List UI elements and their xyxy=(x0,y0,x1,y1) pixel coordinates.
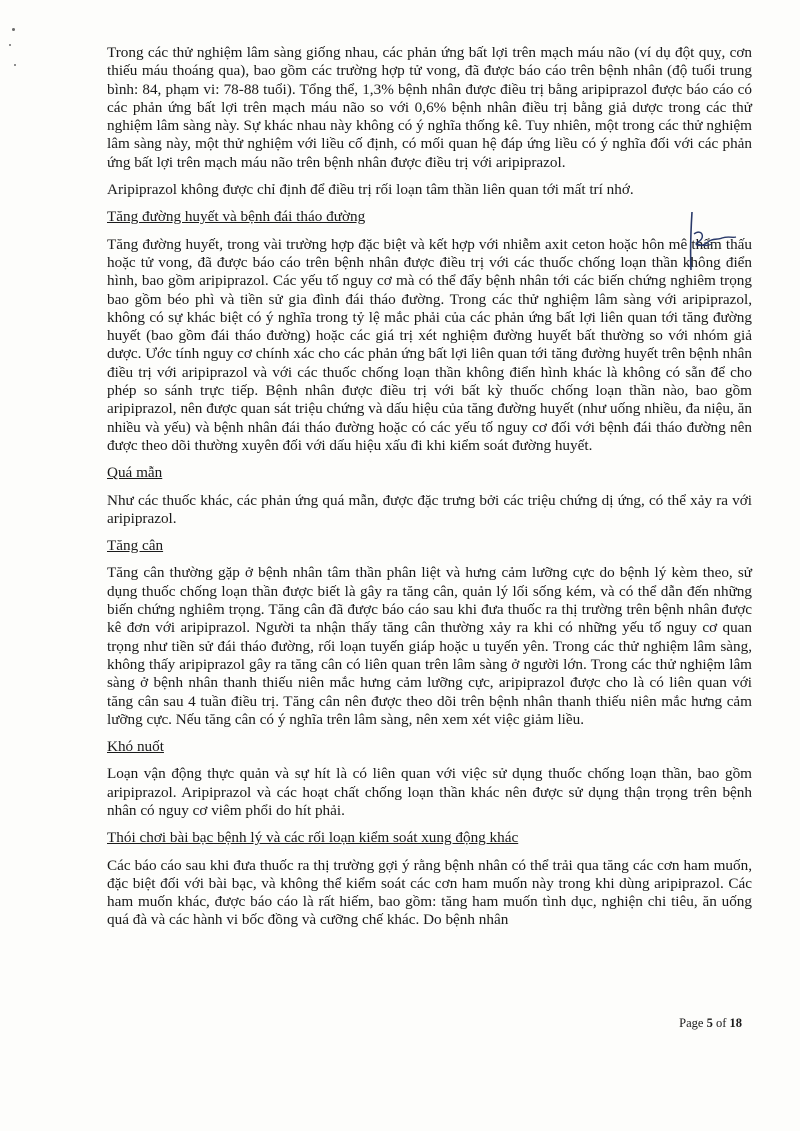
page-current: 5 xyxy=(706,1016,713,1030)
paragraph-hypersensitivity: Như các thuốc khác, các phản ứng quá mẫn, được đặc trưng bởi các triệu chứng dị ứng, có thể xảy ra với aripiprazol. xyxy=(107,491,752,527)
scan-speck xyxy=(12,28,15,31)
heading-hypersensitivity: Quá mẫn xyxy=(107,464,163,482)
page-total: 18 xyxy=(729,1016,742,1030)
heading-weight-gain: Tăng cân xyxy=(107,537,164,555)
paragraph-dysphagia: Loạn vận động thực quản và sự hít là có liên quan với việc sử dụng thuốc chống loạn thần, bao gồm aripiprazol. Aripiprazol và các hoạt chất chống loạn thần khác nên được sử dụng thận trọng trên bệnh nhân có nguy cơ viêm phổi do hít phải. xyxy=(107,765,752,819)
handwritten-signature xyxy=(678,208,738,274)
page-word: Page xyxy=(679,1016,704,1030)
heading-hyperglycaemia-diabetes: Tăng đường huyết và bệnh đái tháo đường xyxy=(107,208,366,226)
paragraph-pathological-gambling: Các báo cáo sau khi đưa thuốc ra thị trường gợi ý rằng bệnh nhân có thể trải qua tăng các cơn ham muốn, đặc biệt đối với bài bạc, và không thể kiểm soát các cơn ham muốn này trong khi dùng aripiprazol. Các ham muốn khác, được báo cáo là rất hiếm, bao gồm: tăng ham muốn tình dục, nghiện chi tiêu, ăn uống quá đà và các hành vi bốc đồng và cưỡng chế khác. Do bệnh nhân xyxy=(107,856,752,929)
paragraph-weight-gain: Tăng cân thường gặp ở bệnh nhân tâm thần phân liệt và hưng cảm lưỡng cực do bệnh lý kèm theo, sử dụng thuốc chống loạn thần được biết là gây ra tăng cân, quản lý lối sống kém, và có thể dẫn đến những biến chứng nghiêm trọng. Tăng cân đã được báo cáo sau khi đưa thuốc ra thị trường trên bệnh nhân được kê đơn với aripiprazol. Người ta nhận thấy tăng cân thường xảy ra khi có những yếu tố nguy cơ quan trọng như tiền sử đái tháo đường, rối loạn tuyến giáp hoặc u tuyến yên. Trong các thử nghiệm lâm sàng, không thấy aripiprazol gây ra tăng cân có liên quan trên lâm sàng ở người lớn. Trong các thử nghiệm lâm sàng ở bệnh nhân thanh thiếu niên mắc hưng cảm lưỡng cực, aripiprazol được cho là có liên quan với tăng cân sau 4 tuần điều trị. Tăng cân nên được theo dõi trên bệnh nhân thanh thiếu niên mắc hưng cảm lưỡng cực. Nếu tăng cân có ý nghĩa trên lâm sàng, nên xem xét việc giảm liều. xyxy=(107,564,752,728)
paragraph-cerebrovascular-events: Trong các thử nghiệm lâm sàng giống nhau, các phản ứng bất lợi trên mạch máu não (ví dụ đột quỵ, cơn thiếu máu thoáng qua), bao gồm các trường hợp tử vong, đã được báo cáo trên bệnh nhân (độ tuổi trung bình: 84, phạm vi: 78-88 tuổi). Tổng thể, 1,3% bệnh nhân được điều trị bằng aripiprazol được báo cáo có các phản ứng bất lợi trên mạch máu não so với 0,6% bệnh nhân điều trị bằng giả dược trong các thử nghiệm lâm sàng này. Sự khác nhau này không có ý nghĩa thống kê. Tuy nhiên, một trong các thử nghiệm lâm sàng này, một thử nghiệm với liều cố định, có mối quan hệ đáp ứng liều có ý nghĩa đối với các phản ứng bất lợi trên mạch máu não trên bệnh nhân được điều trị với aripiprazol. xyxy=(107,44,752,171)
document-body xyxy=(107,44,752,939)
heading-pathological-gambling: Thói chơi bài bạc bệnh lý và các rối loạn kiểm soát xung động khác xyxy=(107,829,519,847)
heading-dysphagia: Khó nuốt xyxy=(107,738,164,756)
of-word: of xyxy=(715,1016,727,1030)
paragraph-hyperglycaemia: Tăng đường huyết, trong vài trường hợp đặc biệt và kết hợp với nhiễm axit ceton hoặc hôn mê thẩm thấu hoặc tử vong, đã được báo cáo trên bệnh nhân được điều trị với các thuốc chống loạn thần không điển hình, bao gồm aripiprazol. Các yếu tố nguy cơ mà có thể đẩy bệnh nhân tới các biến chứng nghiêm trọng bao gồm béo phì và tiền sử gia đình đái tháo đường. Trong các thử nghiệm lâm sàng với aripiprazol, không có sự khác biệt có ý nghĩa trong tỷ lệ mắc phải của các phản ứng bất lợi liên quan tới tăng đường huyết (bao gồm đái tháo đường) hoặc các giá trị xét nghiệm đường huyết bất thường so với nhóm giả dược. Ước tính nguy cơ chính xác cho các phản ứng bất lợi liên quan tới tăng đường huyết trên bệnh nhân điều trị với aripiprazol và với các thuốc chống loạn thần không điển hình khác là không có sẵn để cho phép so sánh trực tiếp. Bệnh nhân được điều trị với bất kỳ thuốc chống loạn thần nào, bao gồm aripiprazol, nên được quan sát triệu chứng và dấu hiệu của tăng đường huyết (như uống nhiều, đa niệu, ăn nhiều và yếu) và bệnh nhân đái tháo đường hoặc có các yếu tố nguy cơ đối với bệnh đái tháo đường nên được theo dõi thường xuyên đối với dấu hiệu xấu đi khi kiểm soát đường huyết. xyxy=(107,235,752,454)
paragraph-dementia-indication: Aripiprazol không được chỉ định để điều trị rối loạn tâm thần liên quan tới mất trí nhớ. xyxy=(107,181,634,199)
scan-speck xyxy=(9,44,11,46)
scan-speck xyxy=(14,64,16,66)
page-footer xyxy=(679,1016,742,1031)
